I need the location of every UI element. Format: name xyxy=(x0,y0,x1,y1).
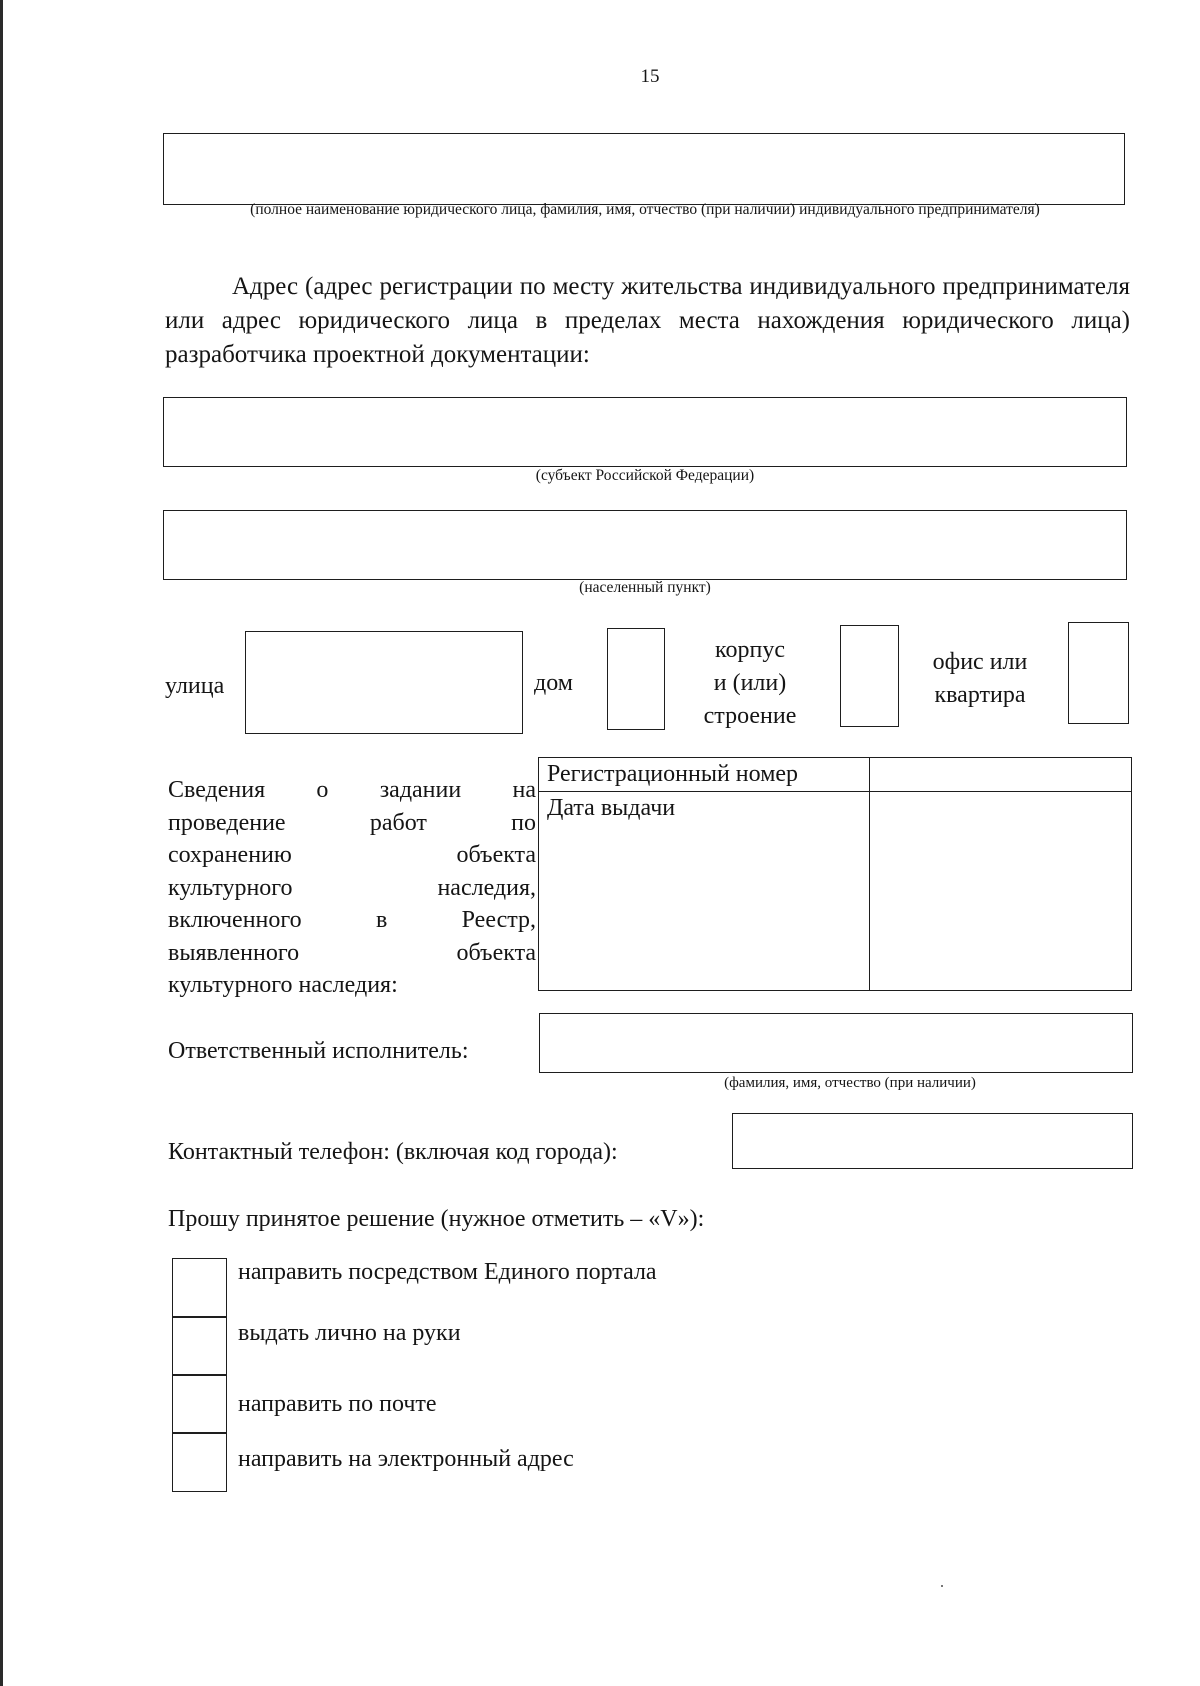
task-info-line: культурного наследия, xyxy=(168,874,536,901)
page-edge xyxy=(0,0,3,1686)
option-email-label: направить на электронный адрес xyxy=(238,1446,574,1472)
locality-caption: (населенный пункт) xyxy=(579,579,711,596)
task-info-line: культурного наследия: xyxy=(168,972,398,998)
task-info-table xyxy=(538,757,1132,991)
street-field[interactable] xyxy=(245,631,523,734)
subject-field[interactable] xyxy=(163,397,1127,467)
option-portal-label: направить посредством Единого портала xyxy=(238,1259,657,1285)
executor-caption: (фамилия, имя, отчество (при наличии) xyxy=(724,1075,976,1091)
building-label-line1: корпус xyxy=(715,637,785,663)
option-portal-checkbox[interactable] xyxy=(172,1258,227,1318)
subject-caption: (субъект Российской Федерации) xyxy=(535,467,755,484)
house-field[interactable] xyxy=(607,628,665,730)
office-label-line1: офис или xyxy=(932,649,1028,675)
task-info-line: выявленного объекта xyxy=(168,939,536,966)
issue-date-value[interactable] xyxy=(870,792,1132,991)
building-label-line3: строение xyxy=(703,703,797,729)
office-field[interactable] xyxy=(1068,622,1129,724)
phone-field[interactable] xyxy=(732,1113,1133,1169)
registration-number-value[interactable] xyxy=(870,758,1132,792)
house-label: дом xyxy=(534,670,573,696)
task-info-label xyxy=(168,774,536,1002)
street-label: улица xyxy=(165,673,225,699)
task-info-line: Сведения о задании на xyxy=(168,777,536,803)
option-in-person-label: выдать лично на руки xyxy=(238,1320,461,1346)
office-label xyxy=(920,646,1040,712)
executor-label: Ответственный исполнитель: xyxy=(168,1038,469,1064)
decision-prompt: Прошу принятое решение (нужное отметить – «V»): xyxy=(168,1206,705,1232)
address-intro: Адрес (адрес регистрации по месту жительства индивидуального предпринимателя или адрес юридического лица в пределах места нахождения юридического лица) разработчика проектной документации: xyxy=(165,273,1130,368)
option-mail-checkbox[interactable] xyxy=(172,1374,227,1434)
locality-field[interactable] xyxy=(163,510,1127,580)
applicant-name-caption: (полное наименование юридического лица, фамилия, имя, отчество (при наличии) индивидуального предпринимателя) xyxy=(250,201,1040,218)
task-info-line: включенного в Реестр, xyxy=(168,907,536,933)
building-field[interactable] xyxy=(840,625,899,727)
task-info-line: проведение работ по xyxy=(168,809,536,836)
building-label xyxy=(690,634,810,733)
office-label-line2: квартира xyxy=(934,682,1026,708)
task-info-line: сохранению объекта xyxy=(168,842,536,868)
issue-date-label: Дата выдачи xyxy=(539,792,870,991)
page-number: 15 xyxy=(640,66,660,87)
option-in-person-checkbox[interactable] xyxy=(172,1316,227,1376)
scan-speck xyxy=(941,1585,943,1587)
option-mail-label: направить по почте xyxy=(238,1391,437,1417)
option-email-checkbox[interactable] xyxy=(172,1432,227,1492)
applicant-name-field[interactable] xyxy=(163,133,1125,205)
building-label-line2: и (или) xyxy=(713,670,787,696)
executor-field[interactable] xyxy=(539,1013,1133,1073)
phone-label: Контактный телефон: (включая код города): xyxy=(168,1139,618,1165)
registration-number-label: Регистрационный номер xyxy=(539,758,870,792)
